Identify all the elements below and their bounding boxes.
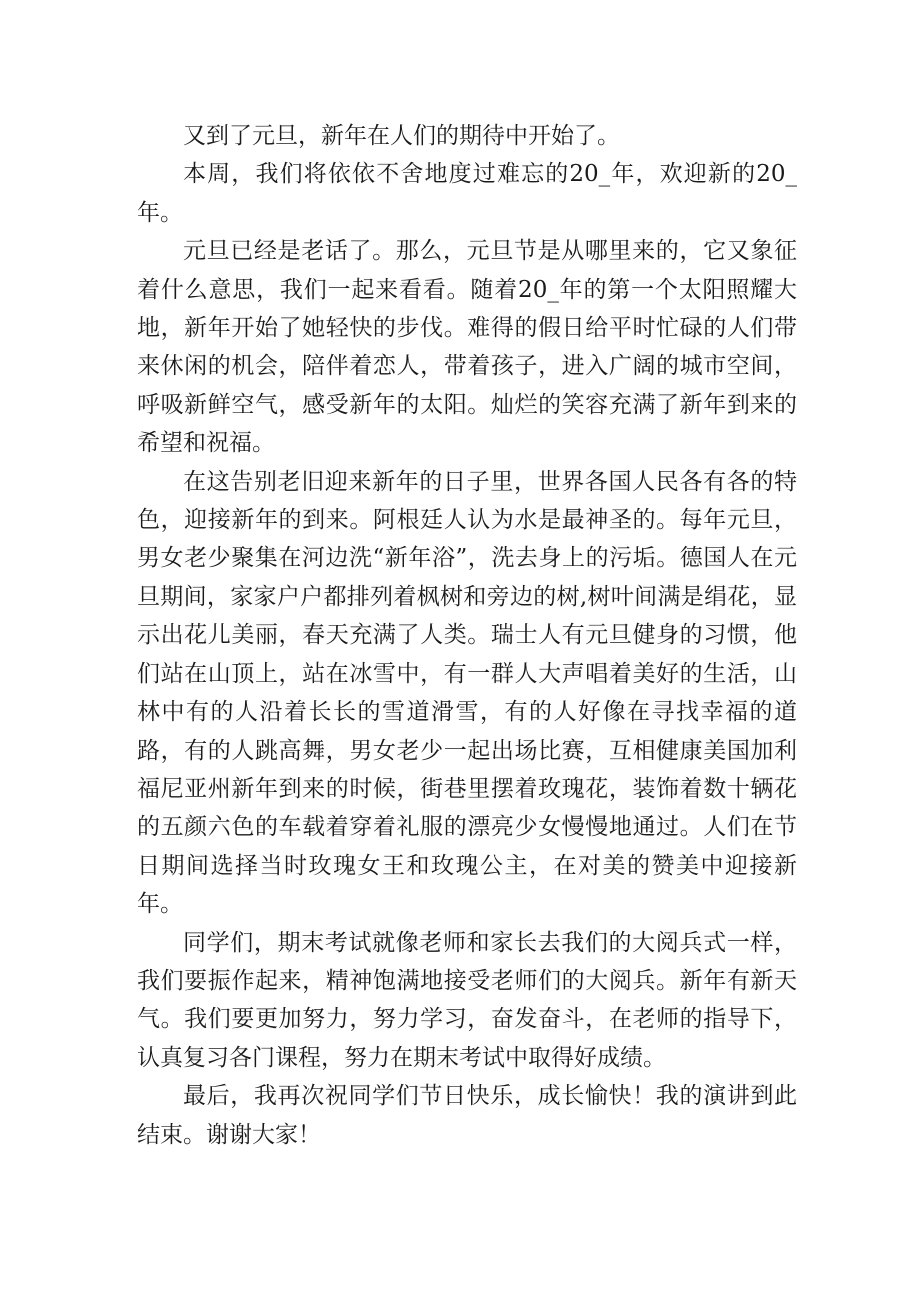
paragraph-new-year-origin: 元旦已经是老话了。那么，元旦节是从哪里来的，它又象征着什么意思，我们一起来看看。随着20_年的第一个太阳照耀大地，新年开始了她轻快的步伐。难得的假日给平时忙碌的人们带来休闲的机会，陪伴着恋人，带着孩子，进入广阔的城市空间，呼吸新鲜空气，感受新年的太阳。灿烂的笑容充满了新年到来的希望和祝福。 [137, 238, 797, 457]
speech-body [137, 117, 797, 1154]
paragraph-farewell-year: 本周，我们将依依不舍地度过难忘的20_年，欢迎新的20_年。 [137, 161, 797, 226]
paragraph-world-customs: 在这告别老旧迎来新年的日子里，世界各国人民各有各的特色，迎接新年的到来。阿根廷人认为水是最神圣的。每年元旦，男女老少聚集在河边洗“新年浴”，洗去身上的污垢。德国人在元旦期间，家家户户都排列着枫树和旁边的树,树叶间满是绢花，显示出花儿美丽，春天充满了人类。瑞士人有元旦健身的习惯，他们站在山顶上，站在冰雪中，有一群人大声唱着美好的生活，山林中有的人沿着长长的雪道滑雪，有的人好像在寻找幸福的道路，有的人跳高舞，男女老少一起出场比赛，互相健康美国加利福尼亚州新年到来的时候，街巷里摆着玫瑰花，装饰着数十辆花的五颜六色的车载着穿着礼服的漂亮少女慢慢地通过。人们在节日期间选择当时玫瑰女王和玫瑰公主，在对美的赞美中迎接新年。 [137, 468, 797, 918]
paragraph-greeting: 又到了元旦，新年在人们的期待中开始了。 [183, 123, 620, 149]
paragraph-closing: 最后，我再次祝同学们节日快乐，成长愉快！我的演讲到此结束。谢谢大家！ [137, 1083, 797, 1148]
paragraph-exam-encouragement: 同学们，期末考试就像老师和家长去我们的大阅兵式一样，我们要振作起来，精神饱满地接受老师们的大阅兵。新年有新天气。我们要更加努力，努力学习，奋发奋斗，在老师的指导下，认真复习各门课程，努力在期末考试中取得好成绩。 [137, 929, 797, 1071]
